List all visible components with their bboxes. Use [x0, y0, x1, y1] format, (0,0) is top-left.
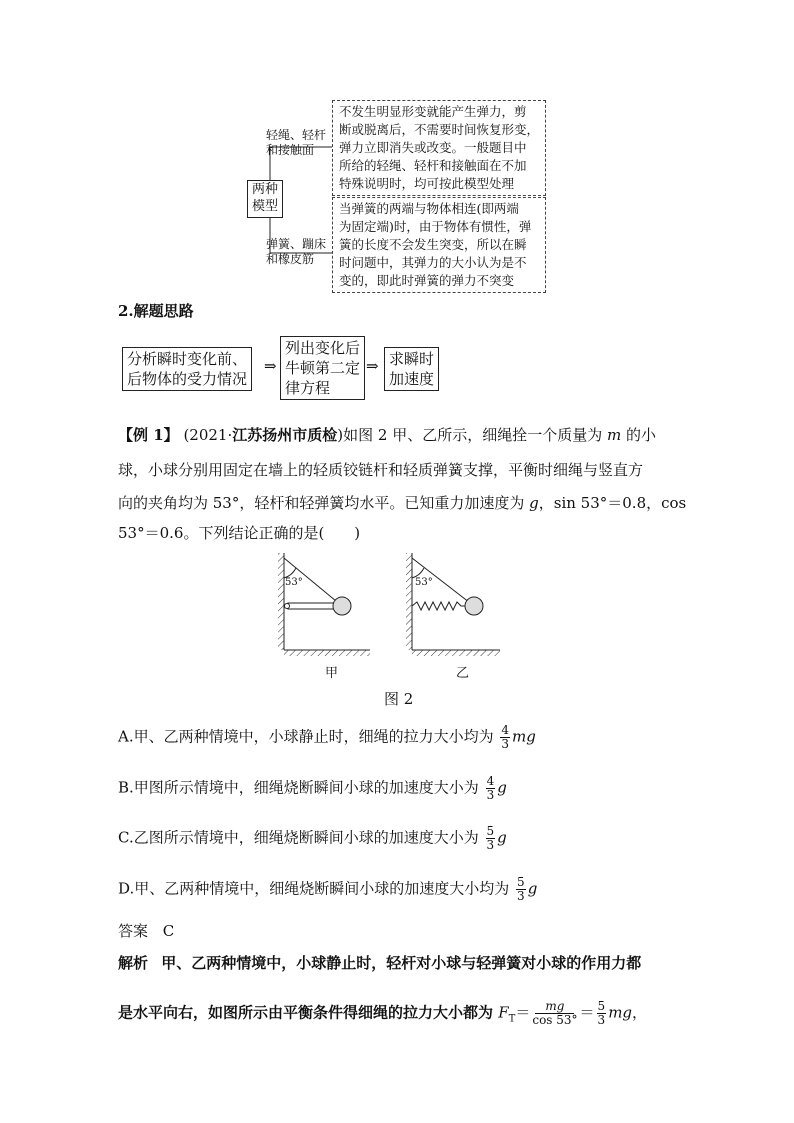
model2-description-box	[332, 197, 546, 293]
branch2-line2: 和橡皮筋	[266, 252, 315, 266]
figure-left-caption: 甲	[325, 666, 339, 681]
flow-step-2-line: 律方程	[285, 379, 331, 397]
model2-line: 簧的长度不会发生突变，所以在瞬	[339, 237, 527, 252]
equals-sign: ＝	[515, 1003, 531, 1022]
fraction-denominator: 3	[501, 737, 510, 751]
option-a	[118, 724, 536, 751]
option-b	[118, 775, 507, 802]
example-text: 的小	[621, 426, 656, 444]
flow-step-3-line: 加速度	[389, 370, 435, 388]
flow-arrow-2: ⇒	[366, 357, 379, 375]
fraction-denominator: 3	[597, 1013, 606, 1027]
example-var-g: g	[529, 494, 539, 512]
answer-label: 答案	[118, 922, 149, 940]
figure-right-caption: 乙	[456, 666, 470, 681]
example-text: )如图 2 甲、乙所示，细绳拴一个质量为	[337, 426, 607, 444]
force-symbol: F	[498, 1003, 509, 1022]
flow-step-1-line: 后物体的受力情况	[127, 370, 248, 388]
model2-line: 为固定端)时，由于物体有惯性，弹	[339, 219, 532, 234]
flow-step-2	[280, 336, 365, 400]
example-text: ，sin 53°＝0.8，cos	[538, 494, 687, 512]
branch1-line2: 和接触面	[266, 143, 315, 157]
fraction-numerator: mg	[535, 1000, 574, 1014]
option-fraction	[516, 876, 526, 903]
option-variable: g	[497, 778, 507, 797]
example-text: 向的夹角均为 53°，轻杆和轻弹簧均水平。已知重力加速度为	[118, 494, 530, 512]
model2-line: 当弹簧的两端与物体相连(即两端	[339, 201, 519, 216]
model1-line: 弹力立即消失或改变。一般题目中	[339, 140, 527, 155]
example-source: 江苏扬州市质检	[232, 426, 338, 444]
analysis-text: 是水平向右，如图所示由平衡条件得细绳的拉力大小都为	[118, 1003, 499, 1022]
analysis-fraction-2	[597, 1000, 607, 1027]
fraction-numerator: 5	[517, 875, 525, 889]
analysis-punct: ，	[632, 1003, 648, 1022]
angle-label-left: 53°	[285, 577, 303, 588]
option-text: A.甲、乙两种情境中，小球静止时，细绳的拉力大小均为	[118, 727, 494, 746]
flow-arrow-1: ⇒	[264, 357, 277, 375]
answer-line	[118, 920, 174, 941]
fraction-numerator: 4	[501, 723, 510, 737]
model2-line: 时问题中，其弹力的大小认为是不	[339, 255, 527, 270]
example-tag: 【例 1】	[118, 426, 179, 444]
figure-caption: 图 2	[384, 690, 414, 708]
option-variable: g	[497, 828, 507, 847]
option-variable: g	[527, 879, 538, 898]
figure-left-setup	[278, 553, 370, 656]
example-line-3	[118, 492, 686, 513]
flow-step-3	[384, 347, 439, 391]
fraction-numerator: 4	[486, 774, 495, 788]
fraction-denominator: 3	[486, 838, 495, 852]
option-variable: mg	[512, 727, 536, 746]
branch1-label	[266, 128, 326, 158]
analysis-text: 甲、乙两种情境中，小球静止时，轻杆对小球与轻弹簧对小球的作用力都	[161, 954, 642, 972]
fraction-numerator: 5	[597, 999, 606, 1013]
option-fraction	[486, 775, 496, 802]
option-d	[118, 876, 537, 903]
analysis-fraction-1	[532, 1000, 577, 1027]
force-subscript: T	[508, 1013, 516, 1025]
fraction-denominator: 3	[517, 889, 525, 903]
model1-description-box	[332, 100, 546, 196]
branch2-line1: 弹簧、蹦床	[266, 237, 327, 251]
example-line-4: 53°＝0.6。下列结论正确的是( )	[118, 524, 361, 542]
flow-step-1-line: 分析瞬时变化前、	[127, 350, 248, 368]
answer-value: C	[162, 922, 175, 940]
model2-line: 变的，即此时弹簧的弹力不突变	[339, 273, 515, 288]
fraction-denominator: cos 53°	[532, 1013, 578, 1027]
section-title: 2.解题思路	[118, 302, 194, 320]
analysis-variable: mg	[608, 1003, 633, 1022]
flow-step-3-line: 求瞬时	[389, 350, 435, 368]
equals-sign: ＝	[579, 1003, 595, 1022]
flow-step-2-line: 牛顿第二定	[285, 359, 361, 377]
flow-step-2-line: 列出变化后	[285, 339, 361, 357]
analysis-line-1	[118, 952, 641, 973]
figure-right-setup	[406, 553, 500, 656]
model1-line: 不发生明显形变就能产生弹力，剪	[339, 104, 527, 119]
angle-label-right: 53°	[415, 577, 433, 588]
models-center-line2: 模型	[251, 199, 278, 214]
branch1-line1: 轻绳、轻杆	[266, 128, 327, 142]
example-source-prefix: (2021·	[183, 426, 233, 444]
option-c	[118, 825, 507, 852]
model1-line: 断或脱离后，不需要时间恢复形变，	[339, 122, 540, 137]
branch2-label	[266, 237, 326, 267]
analysis-line-2	[118, 1000, 647, 1027]
fraction-denominator: 3	[486, 788, 495, 802]
flow-step-1	[122, 347, 252, 391]
model1-line: 特殊说明时，均可按此模型处理	[339, 176, 515, 191]
option-fraction	[486, 825, 496, 852]
fraction-numerator: 5	[486, 824, 495, 838]
example-line-1	[118, 424, 656, 445]
analysis-label: 解析	[118, 954, 149, 972]
model1-line: 所给的轻绳、轻杆和接触面在不加	[339, 158, 527, 173]
option-text: D.甲、乙两种情境中，细绳烧断瞬间小球的加速度大小均为	[118, 879, 510, 898]
example-line-2: 球，小球分别用固定在墙上的轻质铰链杆和轻质弹簧支撑，平衡时细绳与竖直方	[118, 461, 644, 479]
models-center-line1: 两种	[251, 182, 278, 197]
example-var-m: m	[606, 426, 622, 444]
figure-drawing	[270, 548, 530, 660]
option-fraction	[500, 724, 510, 751]
option-text: B.甲图所示情境中，细绳烧断瞬间小球的加速度大小为	[118, 778, 479, 797]
option-text: C.乙图所示情境中，细绳烧断瞬间小球的加速度大小为	[118, 828, 479, 847]
models-center-box	[247, 180, 283, 218]
